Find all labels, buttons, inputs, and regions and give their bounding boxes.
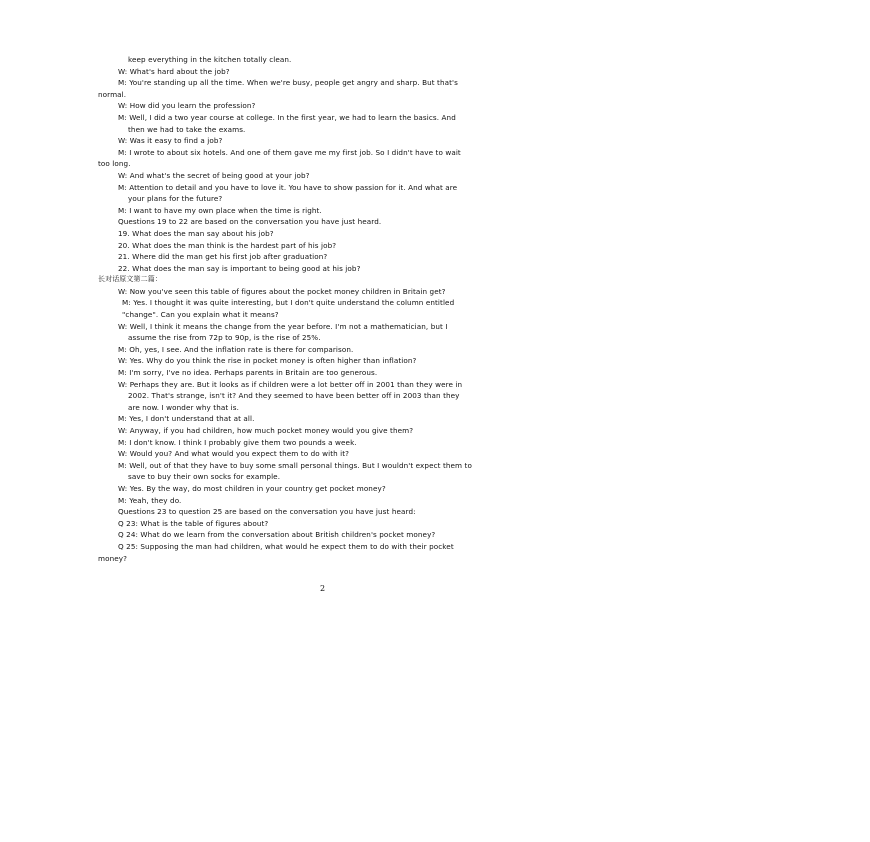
transcript-line: W: Yes. Why do you think the rise in pocket money is often higher than inflation?	[118, 356, 417, 366]
transcript-line: M: Attention to detail and you have to love it. You have to show passion for it. And what are	[118, 182, 458, 192]
transcript-line: W: Yes. By the way, do most children in your country get pocket money?	[118, 483, 386, 493]
transcript-text	[98, 54, 558, 564]
transcript-line: M: I want to have my own place when the time is right.	[118, 205, 322, 215]
transcript-line: normal.	[98, 89, 127, 99]
transcript-line: then we had to take the exams.	[128, 124, 246, 134]
transcript-line: M: Oh, yes, I see. And the inflation rate is there for comparison.	[118, 344, 354, 354]
transcript-line: Questions 23 to question 25 are based on the conversation you have just heard:	[118, 507, 416, 517]
transcript-line: M: I don't know. I think I probably give them two pounds a week.	[118, 437, 357, 447]
transcript-line: W: Well, I think it means the change from the year before. I'm not a mathematician, but I	[118, 321, 448, 331]
transcript-line: W: How did you learn the profession?	[118, 101, 256, 111]
transcript-line: W: Would you? And what would you expect them to do with it?	[118, 449, 350, 459]
transcript-line: too long.	[98, 159, 131, 169]
transcript-line: M: I'm sorry, I've no idea. Perhaps parents in Britain are too generous.	[118, 368, 378, 378]
transcript-line: 21. Where did the man get his first job after graduation?	[118, 252, 328, 262]
transcript-line: save to buy their own socks for example.	[128, 472, 281, 482]
transcript-line: your plans for the future?	[128, 194, 223, 204]
transcript-line: W: And what's the secret of being good at your job?	[118, 170, 310, 180]
transcript-line: assume the rise from 72p to 90p, is the rise of 25%.	[128, 333, 321, 343]
transcript-line: M: You're standing up all the time. When we're busy, people get angry and sharp. But that's	[118, 78, 458, 88]
transcript-line: 20. What does the man think is the hardest part of his job?	[118, 240, 337, 250]
section-heading: 长对话原文第二篇：	[98, 275, 162, 284]
transcript-line: M: Yes, I don't understand that at all.	[118, 414, 255, 424]
transcript-line: are now. I wonder why that is.	[128, 402, 239, 412]
transcript-line: 2002. That's strange, isn't it? And they seemed to have been better off in 2003 than they	[128, 391, 460, 401]
transcript-line: M: Yeah, they do.	[118, 495, 182, 505]
transcript-line: W: Was it easy to find a job?	[118, 136, 223, 146]
page-number: 2	[320, 584, 326, 593]
transcript-line: Q 25: Supposing the man had children, what would he expect them to do with their pocket	[118, 541, 454, 551]
transcript-line: keep everything in the kitchen totally clean.	[128, 55, 292, 64]
transcript-line: W: Anyway, if you had children, how much pocket money would you give them?	[118, 426, 414, 435]
transcript-line: W: Now you've seen this table of figures about the pocket money children in Britain get?	[118, 286, 446, 296]
transcript-line: 22. What does the man say is important to being good at his job?	[118, 263, 361, 273]
transcript-line: M: Well, I did a two year course at college. In the first year, we had to learn the basics. And	[118, 112, 456, 122]
transcript-line: M: Well, out of that they have to buy some small personal things. But I wouldn't expect them to	[118, 460, 472, 470]
transcript-line: W: Perhaps they are. But it looks as if children were a lot better off in 2001 than they were in	[118, 379, 463, 389]
transcript-line: Q 23: What is the table of figures about?	[118, 518, 269, 528]
transcript-line: "change". Can you explain what it means?	[122, 310, 279, 320]
transcript-line: 19. What does the man say about his job?	[118, 228, 274, 238]
transcript-line: M: I wrote to about six hotels. And one of them gave me my first job. So I didn't have to wait	[118, 147, 461, 157]
transcript-line: money?	[98, 553, 128, 563]
transcript-line: W: What's hard about the job?	[118, 66, 230, 76]
transcript-line: Questions 19 to 22 are based on the conversation you have just heard.	[118, 217, 382, 227]
transcript-line: Q 24: What do we learn from the conversation about British children's pocket money?	[118, 530, 436, 540]
transcript-line: M: Yes. I thought it was quite interesting, but I don't quite understand the column entitled	[122, 298, 455, 308]
